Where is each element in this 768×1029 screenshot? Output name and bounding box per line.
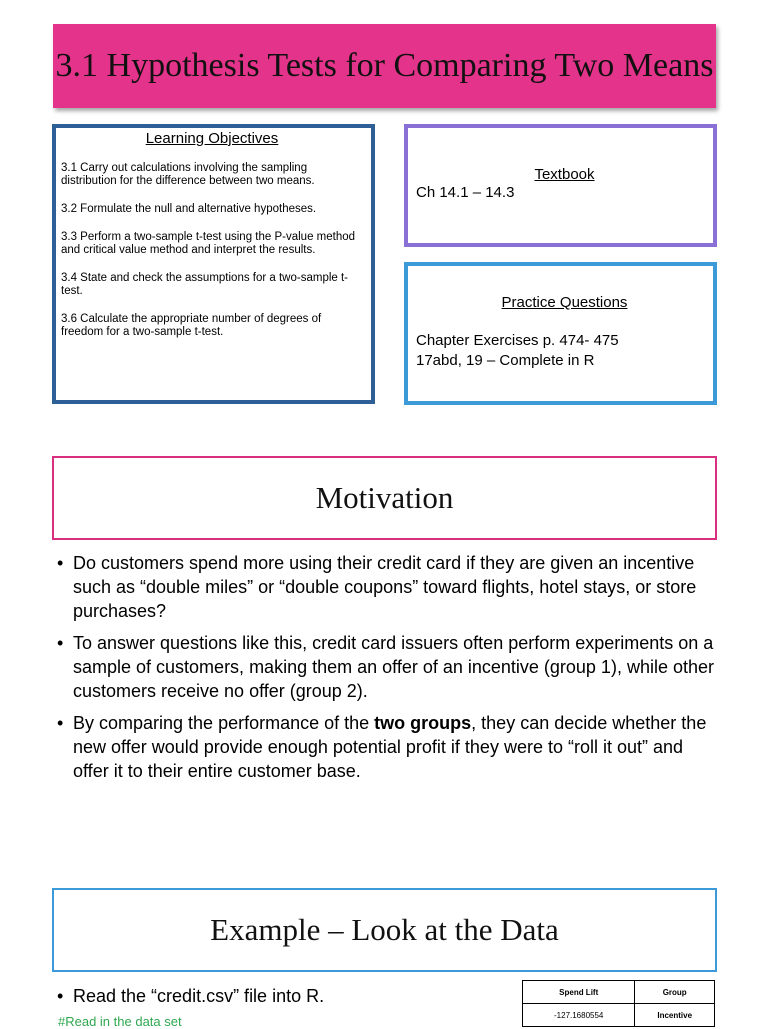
practice-line-1: Chapter Exercises p. 474- 475 bbox=[416, 332, 619, 349]
bullet-text-bold: two groups bbox=[374, 713, 472, 733]
bullet-text: Do customers spend more using their credit card if they are given an incentive such as “double miles” or “double coupons” toward flights, hotel stays, or store purchases? bbox=[73, 553, 697, 621]
objective-item: 3.6 Calculate the appropriate number of degrees of freedom for a two-sample t-test. bbox=[61, 313, 322, 338]
motivation-bullet-list bbox=[57, 551, 717, 791]
learning-objectives-heading: Learning Objectives bbox=[145, 130, 279, 147]
page-title: 3.1 Hypothesis Tests for Comparing Two Means bbox=[55, 47, 714, 84]
table-row bbox=[523, 1004, 715, 1027]
objective-item: 3.1 Carry out calculations involving the sampling distribution for the difference between two means. bbox=[61, 162, 315, 187]
practice-questions-box bbox=[404, 262, 717, 405]
table-header-cell: Spend Lift bbox=[523, 981, 635, 1004]
textbook-box bbox=[404, 124, 717, 247]
bullet-text: Read the “credit.csv” file into R. bbox=[73, 986, 325, 1006]
list-item bbox=[57, 984, 517, 1008]
table-cell: Incentive bbox=[635, 1004, 715, 1027]
practice-questions-heading: Practice Questions bbox=[501, 294, 628, 311]
learning-objectives-box bbox=[52, 124, 375, 404]
r-code-comment: #Read in the data set bbox=[58, 1014, 182, 1029]
textbook-heading: Textbook bbox=[534, 166, 595, 183]
motivation-heading: Motivation bbox=[315, 480, 454, 515]
example-heading-box bbox=[52, 888, 717, 972]
bullet-icon: • bbox=[57, 633, 64, 653]
table-header-cell: Group bbox=[635, 981, 715, 1004]
data-table bbox=[522, 980, 715, 1027]
textbook-chapters: Ch 14.1 – 14.3 bbox=[416, 184, 515, 201]
bullet-text-pre: By comparing the performance of the bbox=[73, 713, 375, 733]
bullet-icon: • bbox=[57, 553, 64, 573]
list-item bbox=[57, 631, 717, 703]
objective-item: 3.4 State and check the assumptions for a two-sample t- test. bbox=[61, 272, 349, 297]
table-header-row bbox=[523, 981, 715, 1004]
objective-item: 3.3 Perform a two-sample t-test using the P-value method and critical value method and interpret the results. bbox=[61, 231, 356, 256]
motivation-heading-box bbox=[52, 456, 717, 540]
practice-line-2: 17abd, 19 – Complete in R bbox=[416, 352, 595, 369]
example-heading: Example – Look at the Data bbox=[210, 912, 559, 947]
bullet-icon: • bbox=[57, 986, 64, 1006]
example-bullet-list bbox=[57, 984, 517, 1016]
list-item bbox=[57, 711, 717, 783]
bullet-text-post: , they can decide whether the new offer would provide enough potential profit if they were to “roll it out” and offer it to their entire customer base. bbox=[73, 713, 707, 781]
bullet-icon: • bbox=[57, 713, 64, 733]
list-item bbox=[57, 551, 717, 623]
bullet-text: To answer questions like this, credit card issuers often perform experiments on a sample of customers, making them an offer of an incentive (group 1), while other customers receive no offer (group 2). bbox=[73, 633, 714, 701]
objective-item: 3.2 Formulate the null and alternative hypotheses. bbox=[61, 203, 317, 215]
title-banner bbox=[53, 24, 716, 108]
table-cell: -127.1680554 bbox=[523, 1004, 635, 1027]
